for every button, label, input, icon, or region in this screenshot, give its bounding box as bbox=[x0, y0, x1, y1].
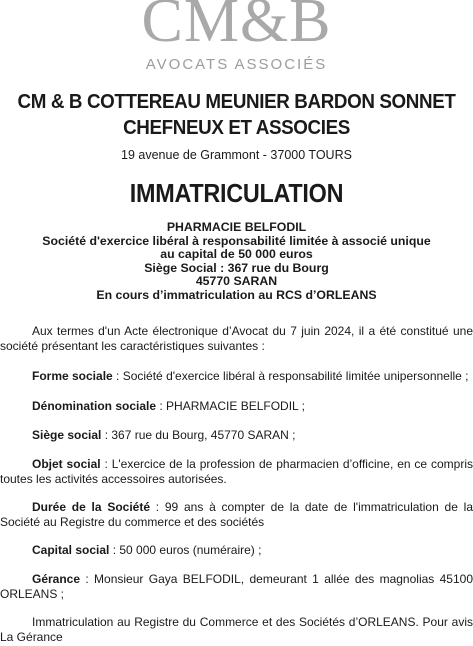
company-form: Société d'exercice libéral à responsabilité limitée à associé unique bbox=[42, 233, 431, 248]
closing-paragraph: Immatriculation au Registre du Commerce et des Sociétés d’ORLEANS. Pour avis La Gérance bbox=[0, 615, 473, 644]
forme-sociale-label: Forme sociale bbox=[32, 369, 113, 383]
gerance-paragraph bbox=[0, 572, 473, 602]
intro-paragraph: Aux termes d'un Acte électronique d’Avocat du 7 juin 2024, il a été constitué une société présentant les caractéristiques suivantes : bbox=[0, 324, 473, 353]
denomination-paragraph bbox=[0, 399, 473, 414]
duree-value: : 99 ans à compter de la date de l'immatriculation de la Société au Registre du commerce et des sociétés bbox=[0, 500, 473, 529]
denomination-label: Dénomination sociale bbox=[32, 399, 157, 413]
objet-value: : L'exercice de la profession de pharmacien d’officine, en ce compris toutes les activités accessoires autorisées. bbox=[0, 457, 473, 486]
forme-sociale-paragraph bbox=[0, 369, 473, 384]
company-city: 45770 SARAN bbox=[195, 274, 278, 289]
company-header bbox=[0, 221, 473, 303]
capital-paragraph bbox=[0, 543, 473, 558]
notice-title: IMMATRICULATION bbox=[129, 178, 344, 208]
firm-address: 19 avenue de Grammont - 37000 TOURS bbox=[121, 148, 352, 162]
siege-value: : 367 rue du Bourg, 45770 SARAN ; bbox=[101, 428, 296, 442]
objet-paragraph bbox=[0, 457, 473, 487]
logo-mark: CM&B bbox=[141, 0, 332, 55]
firm-logo bbox=[0, 0, 473, 80]
company-name: PHARMACIE BELFODIL bbox=[166, 220, 307, 234]
capital-value: : 50 000 euros (numéraire) ; bbox=[109, 543, 262, 557]
firm-name-line1: CM & B COTTEREAU MEUNIER BARDON SONNET bbox=[17, 91, 456, 113]
gerance-value: : Monsieur Gaya BELFODIL, demeurant 1 allée des magnolias 45100 ORLEANS ; bbox=[0, 572, 473, 601]
siege-label: Siège social bbox=[32, 428, 102, 442]
firm-name-line2: CHEFNEUX ET ASSOCIES bbox=[123, 117, 350, 139]
duree-label: Durée de la Société bbox=[32, 500, 151, 514]
siege-paragraph bbox=[0, 428, 473, 443]
company-capital: au capital de 50 000 euros bbox=[160, 247, 313, 262]
objet-label: Objet social bbox=[32, 457, 101, 471]
capital-label: Capital social bbox=[32, 543, 110, 557]
gerance-label: Gérance bbox=[32, 572, 81, 586]
company-registration: En cours d’immatriculation au RCS d’ORLEANS bbox=[96, 287, 377, 302]
company-seat: Siège Social : 367 rue du Bourg bbox=[144, 260, 329, 275]
forme-sociale-value: : Société d'exercice libéral à responsabilité limitée unipersonnelle ; bbox=[112, 369, 469, 383]
duree-paragraph bbox=[0, 500, 473, 530]
denomination-value: : PHARMACIE BELFODIL ; bbox=[156, 399, 305, 413]
logo-subtitle: AVOCATS ASSOCIÉS bbox=[145, 56, 328, 73]
